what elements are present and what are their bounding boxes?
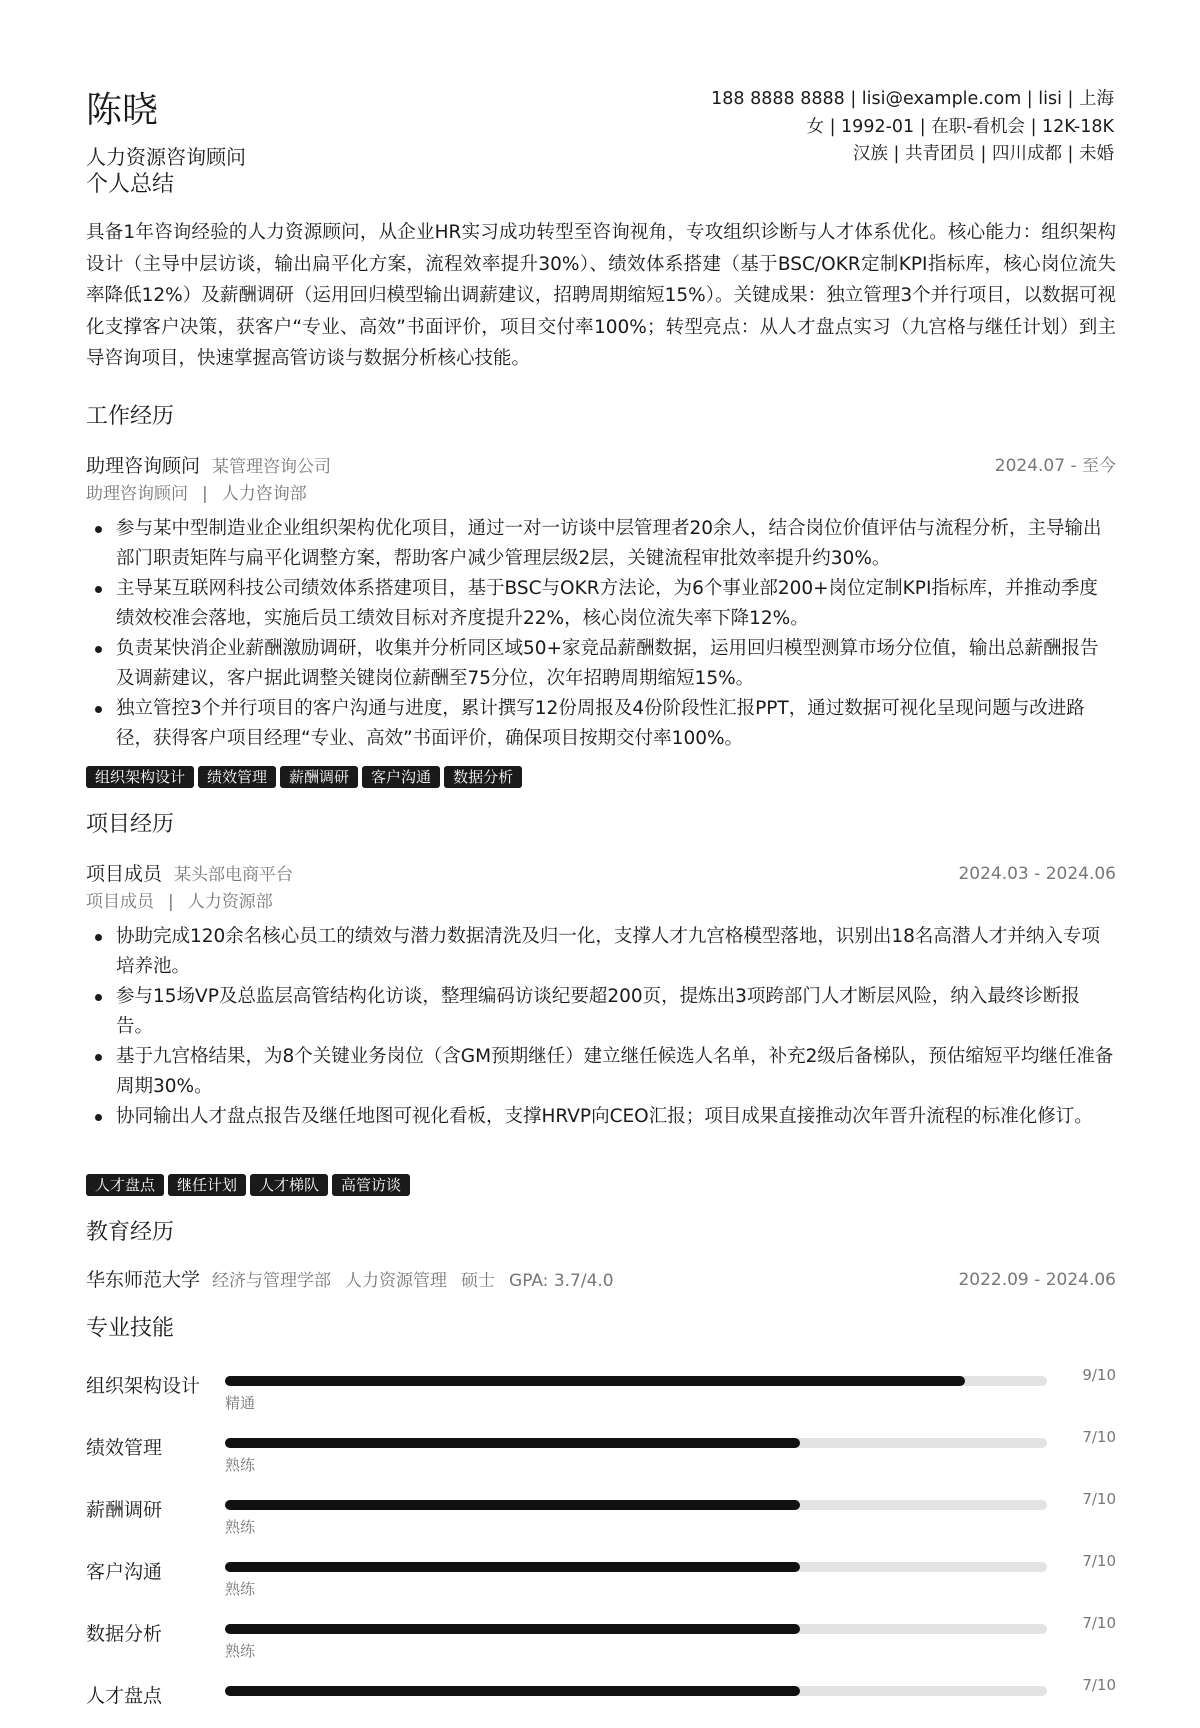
skill-tag: 组织架构设计 bbox=[86, 766, 194, 788]
skill-bar-track bbox=[225, 1686, 1047, 1696]
work-title: 助理咨询顾问 bbox=[86, 455, 201, 477]
contact-line: 女 | 1992-01 | 在职-看机会 | 12K-18K bbox=[806, 116, 1114, 137]
project-subheader bbox=[86, 888, 273, 916]
list-item: 参与15场VP及总监层高管结构化访谈，整理编码访谈纪要超200页，提炼出3项跨部门人才断层风险，纳入最终诊断报告。 bbox=[86, 982, 1116, 1042]
work-date: 2024.07 - 至今 bbox=[994, 456, 1116, 476]
skill-bar-fill bbox=[225, 1562, 800, 1572]
skill-level: 熟练 bbox=[225, 1580, 256, 1598]
list-item: 独立管控3个并行项目的客户沟通与进度，累计撰写12份周报及4份阶段性汇报PPT，通过数据可视化呈现问题与改进路径，获得客户项目经理“专业、高效”书面评价，确保项目按期交付率100%。 bbox=[86, 694, 1116, 754]
major: 人力资源管理 bbox=[345, 1271, 448, 1291]
skill-bar-fill bbox=[225, 1624, 800, 1634]
project-entry-header bbox=[86, 860, 1116, 888]
work-position: 助理咨询顾问 bbox=[86, 484, 188, 504]
skill-score: 7/10 bbox=[1082, 1552, 1116, 1570]
skill-row bbox=[86, 1610, 1116, 1666]
skill-bar-track bbox=[225, 1500, 1047, 1510]
summary-text: 具备1年咨询经验的人力资源顾问，从企业HR实习成功转型至咨询视角，专攻组织诊断与人才体系优化。核心能力：组织架构设计（主导中层访谈，输出扁平化方案，流程效率提升30%）、绩效体系搭建（基于BSC/OKR定制KPI指标库，核心岗位流失率降低12%）及薪酬调研（运用回归模型输出调薪建议，招聘周期缩短15%）。关键成果：独立管理3个并行项目，以数据可视化支撑客户决策，获客户“专业、高效”书面评价，项目交付率100%；转型亮点：从人才盘点实习（九宫格与继任计划）到主导咨询项目，快速掌握高管访谈与数据分析核心技能。 bbox=[86, 222, 1116, 369]
skill-bar-fill bbox=[225, 1686, 800, 1696]
skill-name: 人才盘点 bbox=[86, 1685, 163, 1707]
skill-score: 7/10 bbox=[1082, 1428, 1116, 1446]
skill-tag: 人才盘点 bbox=[86, 1174, 164, 1196]
skill-bar-track bbox=[225, 1376, 1047, 1386]
project-tags bbox=[86, 1174, 414, 1198]
skill-bar-fill bbox=[225, 1438, 800, 1448]
project-company: 某头部电商平台 bbox=[174, 865, 294, 885]
project-date: 2024.03 - 2024.06 bbox=[958, 864, 1116, 884]
skill-tag: 薪酬调研 bbox=[280, 766, 358, 788]
work-bullet-list bbox=[86, 514, 1116, 754]
project-title: 项目成员 bbox=[86, 863, 163, 885]
summary-section-title: 个人总结 bbox=[86, 172, 175, 197]
skill-score: 9/10 bbox=[1082, 1366, 1116, 1384]
skill-level: 精通 bbox=[225, 1394, 256, 1412]
college-name: 经济与管理学部 bbox=[212, 1271, 332, 1291]
skill-row bbox=[86, 1424, 1116, 1480]
education-entry bbox=[86, 1266, 1116, 1294]
work-entry-header bbox=[86, 452, 1116, 480]
separator: | bbox=[168, 892, 174, 912]
skill-name: 组织架构设计 bbox=[86, 1375, 201, 1397]
skill-name: 客户沟通 bbox=[86, 1561, 163, 1583]
skill-score: 7/10 bbox=[1082, 1490, 1116, 1508]
skill-level: 熟练 bbox=[225, 1642, 256, 1660]
skill-level: 熟练 bbox=[225, 1518, 256, 1536]
skill-row bbox=[86, 1548, 1116, 1604]
separator: | bbox=[202, 484, 208, 504]
project-section-title: 项目经历 bbox=[86, 812, 175, 837]
skill-bar-fill bbox=[225, 1376, 965, 1386]
skill-score: 7/10 bbox=[1082, 1614, 1116, 1632]
contact-line: 汉族 | 共青团员 | 四川成都 | 未婚 bbox=[852, 144, 1114, 164]
skill-score: 7/10 bbox=[1082, 1676, 1116, 1694]
skill-row bbox=[86, 1486, 1116, 1542]
skill-tag: 客户沟通 bbox=[362, 766, 440, 788]
list-item: 负责某快消企业薪酬激励调研，收集并分析同区域50+家竞品薪酬数据，运用回归模型测算市场分位值，输出总薪酬报告及调薪建议，客户据此调整关键岗位薪酬至75分位，次年招聘周期缩短15%。 bbox=[86, 634, 1116, 694]
skill-tag: 继任计划 bbox=[168, 1174, 246, 1196]
skill-name: 数据分析 bbox=[86, 1623, 163, 1645]
work-section-title: 工作经历 bbox=[86, 404, 175, 429]
target-role: 人力资源咨询顾问 bbox=[86, 145, 246, 169]
list-item: 参与某中型制造业企业组织架构优化项目，通过一对一访谈中层管理者20余人，结合岗位价值评估与流程分析，主导输出部门职责矩阵与扁平化调整方案，帮助客户减少管理层级2层，关键流程审批效率提升约30%。 bbox=[86, 514, 1116, 574]
school-name: 华东师范大学 bbox=[86, 1269, 201, 1291]
list-item: 基于九宫格结果，为8个关键业务岗位（含GM预期继任）建立继任候选人名单，补充2级后备梯队，预估缩短平均继任准备周期30%。 bbox=[86, 1042, 1116, 1102]
gpa: GPA: 3.7/4.0 bbox=[509, 1271, 614, 1291]
candidate-name: 陈晓 bbox=[86, 90, 159, 131]
education-date: 2022.09 - 2024.06 bbox=[958, 1270, 1116, 1290]
skill-name: 薪酬调研 bbox=[86, 1499, 163, 1521]
work-company: 某管理咨询公司 bbox=[212, 457, 332, 477]
skill-tag: 数据分析 bbox=[444, 766, 522, 788]
contact-line: 188 8888 8888 | lisi@example.com | lisi | 上海 bbox=[711, 89, 1114, 109]
education-section-title: 教育经历 bbox=[86, 1220, 175, 1245]
skill-tag: 人才梯队 bbox=[250, 1174, 328, 1196]
skill-name: 绩效管理 bbox=[86, 1437, 163, 1459]
contact-info bbox=[711, 86, 1114, 169]
skill-row bbox=[86, 1362, 1116, 1418]
list-item: 协助完成120余名核心员工的绩效与潜力数据清洗及归一化，支撑人才九宫格模型落地，识别出18名高潜人才并纳入专项培养池。 bbox=[86, 922, 1116, 982]
skills-section-title: 专业技能 bbox=[86, 1316, 175, 1341]
project-position: 项目成员 bbox=[86, 892, 154, 912]
list-item: 主导某互联网科技公司绩效体系搭建项目，基于BSC与OKR方法论，为6个事业部200+岗位定制KPI指标库，并推动季度绩效校准会落地，实施后员工绩效目标对齐度提升22%，核心岗位流失率下降12%。 bbox=[86, 574, 1116, 634]
work-subheader bbox=[86, 480, 307, 508]
skill-bar-track bbox=[225, 1624, 1047, 1634]
list-item: 协同输出人才盘点报告及继任地图可视化看板，支撑HRVP向CEO汇报；项目成果直接推动次年晋升流程的标准化修订。 bbox=[86, 1102, 1116, 1132]
degree: 硕士 bbox=[461, 1271, 496, 1291]
project-department: 人力资源部 bbox=[187, 892, 273, 912]
work-tags bbox=[86, 766, 526, 790]
skill-bar-track bbox=[225, 1438, 1047, 1448]
skill-level: 熟练 bbox=[225, 1456, 256, 1474]
skill-tag: 高管访谈 bbox=[332, 1174, 410, 1196]
work-department: 人力咨询部 bbox=[221, 484, 307, 504]
skill-bar-fill bbox=[225, 1500, 800, 1510]
skill-tag: 绩效管理 bbox=[198, 766, 276, 788]
skill-bar-track bbox=[225, 1562, 1047, 1572]
project-bullet-list bbox=[86, 922, 1116, 1132]
skill-row bbox=[86, 1672, 1116, 1728]
